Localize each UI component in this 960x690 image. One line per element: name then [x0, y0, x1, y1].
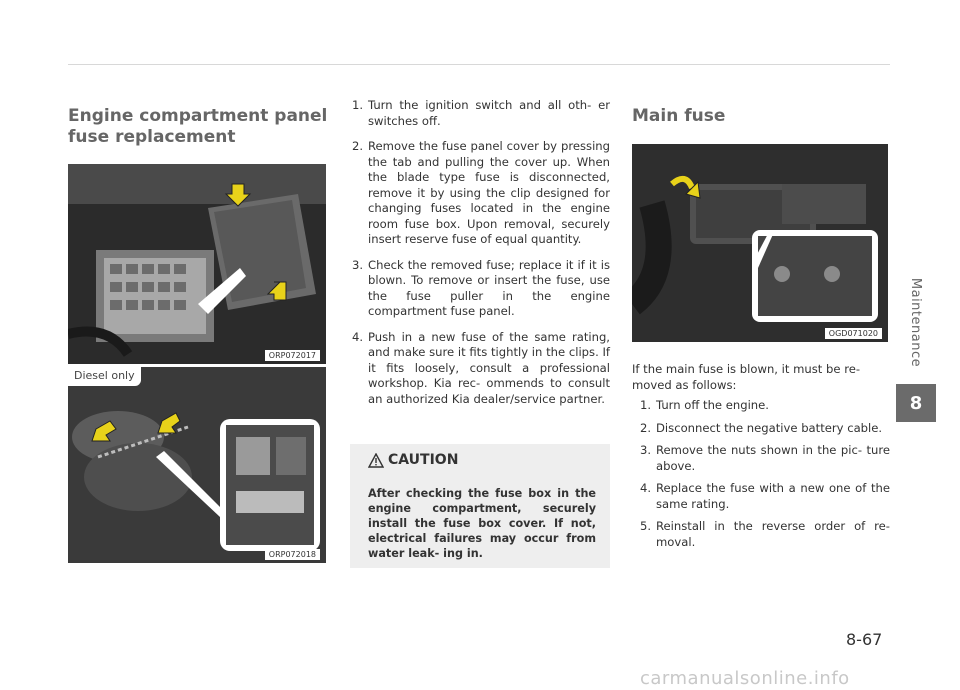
caution-box: [350, 444, 610, 568]
main-fuse-photo: [632, 144, 888, 342]
step-item: 2. Remove the fuse panel cover by pressing the tab and pulling the cover up. When the blade type fuse is disconnected, remove it by using the clip designed for changing fuses located in the engine room fuse box. Upon removal, securely insert reserve fuse of equal quantity.: [352, 139, 610, 246]
diesel-only-label: Diesel only: [68, 367, 141, 386]
main-fuse-steps: [640, 398, 890, 557]
step-item: 1. Turn the ignition switch and all oth- er switches off.: [352, 98, 610, 128]
figure-code: ORP072017: [265, 350, 320, 361]
step-item: 2. Disconnect the negative battery cable.: [640, 420, 883, 435]
chapter-number-badge: 8: [896, 384, 936, 422]
diesel-fuse-photo: [68, 367, 326, 563]
page-number: 8-67: [846, 630, 883, 649]
caution-heading: CAUTION: [368, 452, 458, 468]
top-divider: [68, 64, 890, 65]
section-side-tab: [896, 262, 936, 382]
figure-code: ORP072018: [265, 549, 320, 560]
warning-triangle-icon: [368, 453, 384, 468]
section-title-panel-fuse: Engine compartment panel fuse replacement: [68, 106, 328, 147]
step-item: 4. Replace the fuse with a new one of the same rating.: [640, 481, 890, 511]
fuse-replacement-steps: [352, 98, 610, 417]
step-item: 3. Check the removed fuse; replace it if it is blown. To remove or insert the fuse, use the fuse puller in the engine compartment fuse panel.: [352, 257, 610, 318]
figure-code: OGD071020: [825, 328, 882, 339]
engine-fuse-panel-illustration: [68, 164, 326, 364]
section-title-main-fuse: Main fuse: [632, 106, 726, 126]
section-label: Maintenance: [908, 277, 924, 367]
step-item: 1. Turn off the engine.: [640, 398, 769, 412]
main-fuse-intro: If the main fuse is blown, it must be re- moved as follows:: [632, 362, 861, 392]
step-item: 4. Push in a new fuse of the same rating, and make sure it fits tightly in the clips. If it fits loosely, consult a professional workshop. Kia rec- ommends to consult an authorized Kia dealer/service partner.: [352, 329, 610, 406]
step-item: 5. Reinstall in the reverse order of re- moval.: [640, 519, 890, 549]
diesel-fuse-illustration: [68, 367, 326, 563]
main-fuse-illustration: [632, 144, 888, 342]
watermark: carmanualsonline.info: [640, 668, 850, 689]
caution-text: After checking the fuse box in the engine compartment, securely install the fuse box cover. If not, electrical failures may occur from water leak- ing in.: [368, 487, 596, 560]
engine-fuse-panel-photo: [68, 164, 326, 364]
step-item: 3. Remove the nuts shown in the pic- ture above.: [640, 443, 890, 473]
